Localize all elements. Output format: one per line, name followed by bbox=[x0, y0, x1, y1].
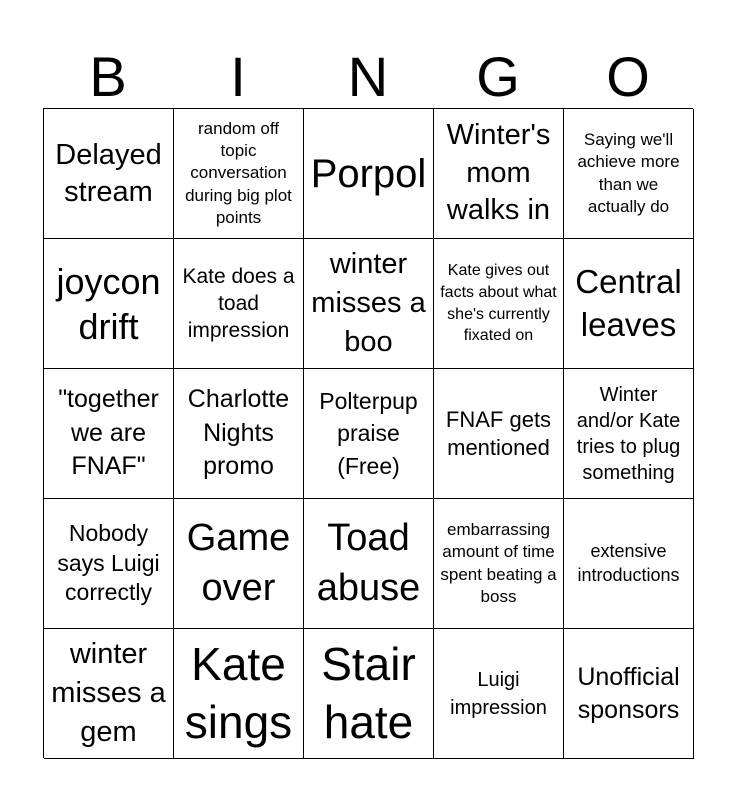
bingo-cell[interactable] bbox=[44, 369, 174, 499]
bingo-cell-text: Luigi impression bbox=[450, 668, 547, 719]
bingo-cell[interactable] bbox=[44, 499, 174, 629]
bingo-cell-text: winter misses a gem bbox=[51, 637, 166, 749]
bingo-cell[interactable] bbox=[434, 629, 564, 759]
header-letter-b: B bbox=[89, 45, 127, 108]
bingo-cell[interactable] bbox=[304, 369, 434, 499]
bingo-cell[interactable] bbox=[564, 629, 694, 759]
bingo-cell[interactable] bbox=[564, 369, 694, 499]
bingo-cell[interactable] bbox=[174, 369, 304, 499]
bingo-cell[interactable] bbox=[174, 629, 304, 759]
bingo-cell[interactable] bbox=[434, 369, 564, 499]
bingo-cell-text: Kate gives out facts about what she's currently fixated on bbox=[440, 262, 557, 345]
bingo-cell-text: joycon drift bbox=[56, 260, 161, 347]
bingo-cell-text: Saying we'll achieve more than we actually do bbox=[577, 130, 680, 216]
bingo-cell[interactable] bbox=[434, 239, 564, 369]
bingo-cell-text: Porpol bbox=[310, 151, 427, 196]
bingo-cell-text: Kate sings bbox=[184, 638, 293, 748]
bingo-header bbox=[43, 46, 693, 108]
bingo-cell-text: Winter and/or Kate tries to plug something bbox=[576, 383, 681, 484]
bingo-cell-text: winter misses a boo bbox=[311, 247, 426, 359]
bingo-cell-text: Toad abuse bbox=[316, 517, 421, 609]
bingo-cell[interactable] bbox=[44, 239, 174, 369]
bingo-cell-text: extensive introductions bbox=[577, 541, 680, 585]
bingo-cell[interactable] bbox=[564, 499, 694, 629]
bingo-cell-text: Game over bbox=[186, 517, 291, 609]
bingo-cell-text: "together we are FNAF" bbox=[58, 384, 159, 481]
header-letter-o: O bbox=[606, 45, 650, 108]
bingo-cell[interactable] bbox=[564, 109, 694, 239]
bingo-cell[interactable] bbox=[304, 499, 434, 629]
bingo-grid bbox=[43, 108, 693, 758]
bingo-cell[interactable] bbox=[304, 629, 434, 759]
header-letter-g: G bbox=[476, 45, 520, 108]
bingo-cell-text: Central leaves bbox=[575, 262, 682, 343]
bingo-cell-text: Delayed stream bbox=[55, 139, 162, 208]
header-letter-i: I bbox=[230, 45, 246, 108]
bingo-cell-text: Winter's mom walks in bbox=[446, 118, 551, 227]
bingo-cell[interactable] bbox=[44, 629, 174, 759]
bingo-cell[interactable] bbox=[564, 239, 694, 369]
bingo-cell-text: Kate does a toad impression bbox=[182, 264, 295, 343]
bingo-cell[interactable] bbox=[434, 499, 564, 629]
bingo-cell-text: Nobody says Luigi correctly bbox=[57, 519, 160, 606]
bingo-cell-text: Unofficial sponsors bbox=[577, 663, 680, 724]
bingo-cell[interactable] bbox=[304, 109, 434, 239]
bingo-cell-text: Polterpup praise (Free) bbox=[319, 388, 418, 479]
bingo-cell[interactable] bbox=[174, 239, 304, 369]
header-letter-n: N bbox=[347, 45, 389, 108]
bingo-cell-text: Stair hate bbox=[321, 638, 416, 748]
bingo-cell-text: FNAF gets mentioned bbox=[445, 407, 552, 460]
bingo-cell-text: Charlotte Nights promo bbox=[187, 384, 290, 481]
bingo-cell[interactable] bbox=[434, 109, 564, 239]
bingo-cell[interactable] bbox=[304, 239, 434, 369]
bingo-cell[interactable] bbox=[174, 109, 304, 239]
bingo-cell-text: random off topic conversation during big plot points bbox=[185, 119, 292, 227]
bingo-cell-text: embarrassing amount of time spent beating a boss bbox=[440, 520, 557, 606]
bingo-cell[interactable] bbox=[174, 499, 304, 629]
bingo-cell[interactable] bbox=[44, 109, 174, 239]
